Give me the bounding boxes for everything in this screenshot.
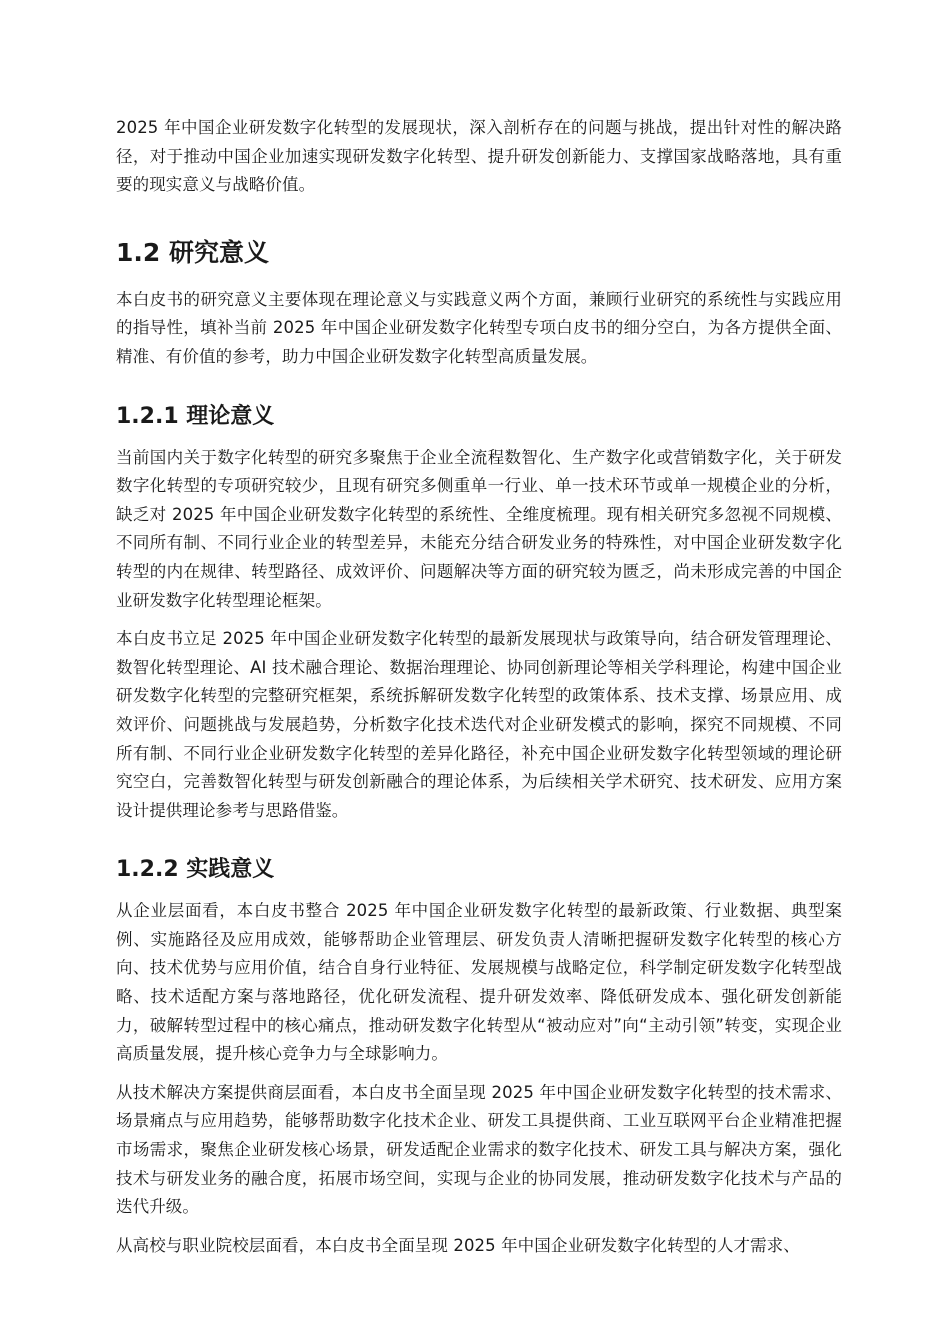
section-heading-1-2-2: 1.2.2 实践意义 [116, 857, 275, 883]
section-heading-1-2-1: 1.2.1 理论意义 [116, 403, 275, 429]
theory-paragraph-1: 当前国内关于数字化转型的研究多聚焦于企业全流程数智化、生产数字化或营销数字化，关于研发数字化转型的专项研究较少，且现有研究多侧重单一行业、单一技术环节或单一规模企业的分析，缺乏对 2025 年中国企业研发数字化转型的系统性、全维度梳理。现有相关研究多忽视不同规模、不同所有制、不同行业企业的转型差异，未能充分结合研发业务的特殊性，对中国企业研发数字化转型的内在规律、转型路径、成效评价、问题解决等方面的研究较为匮乏，尚未形成完善的中国企业研发数字化转型理论框架。 [116, 447, 842, 610]
section-1-2-paragraph: 本白皮书的研究意义主要体现在理论意义与实践意义两个方面，兼顾行业研究的系统性与实践应用的指导性，填补当前 2025 年中国企业研发数字化转型专项白皮书的细分空白，为各方提供全面、精准、有价值的参考，助力中国企业研发数字化转型高质量发展。 [116, 289, 842, 366]
practice-paragraph-2: 从技术解决方案提供商层面看，本白皮书全面呈现 2025 年中国企业研发数字化转型的技术需求、场景痛点与应用趋势，能够帮助数字化技术企业、研发工具提供商、工业互联网平台企业精准把握市场需求，聚焦企业研发核心场景，研发适配企业需求的数字化技术、研发工具与解决方案，强化技术与研发业务的融合度，拓展市场空间，实现与企业的协同发展，推动研发数字化技术与产品的迭代升级。 [116, 1082, 842, 1217]
intro-paragraph: 2025 年中国企业研发数字化转型的发展现状，深入剖析存在的问题与挑战，提出针对性的解决路径，对于推动中国企业加速实现研发数字化转型、提升研发创新能力、支撑国家战略落地，具有重要的现实意义与战略价值。 [116, 118, 842, 195]
theory-paragraph-2: 本白皮书立足 2025 年中国企业研发数字化转型的最新发展现状与政策导向，结合研发管理理论、数智化转型理论、AI 技术融合理论、数据治理理论、协同创新理论等相关学科理论，构建中国企业研发数字化转型的完整研究框架，系统拆解研发数字化转型的政策体系、技术支撑、场景应用、成效评价、问题挑战与发展趋势，分析数字化技术迭代对企业研发模式的影响，探究不同规模、不同所有制、不同行业企业研发数字化转型的差异化路径，补充中国企业研发数字化转型领域的理论研究空白，完善数智化转型与研发创新融合的理论体系，为后续相关学术研究、技术研发、应用方案设计提供理论参考与思路借鉴。 [116, 629, 842, 820]
practice-paragraph-1: 从企业层面看，本白皮书整合 2025 年中国企业研发数字化转型的最新政策、行业数据、典型案例、实施路径及应用成效，能够帮助企业管理层、研发负责人清晰把握研发数字化转型的核心方向、技术优势与应用价值，结合自身行业特征、发展规模与战略定位，科学制定研发数字化转型战略、技术适配方案与落地路径，优化研发流程、提升研发效率、降低研发成本、强化研发创新能力，破解转型过程中的核心痛点，推动研发数字化转型从“被动应对”向“主动引领”转变，实现企业高质量发展，提升核心竞争力与全球影响力。 [116, 901, 842, 1064]
section-heading-1-2: 1.2 研究意义 [116, 237, 269, 267]
practice-paragraph-3: 从高校与职业院校层面看，本白皮书全面呈现 2025 年中国企业研发数字化转型的人才需求、 [116, 1235, 800, 1255]
document-page [116, 114, 842, 1270]
